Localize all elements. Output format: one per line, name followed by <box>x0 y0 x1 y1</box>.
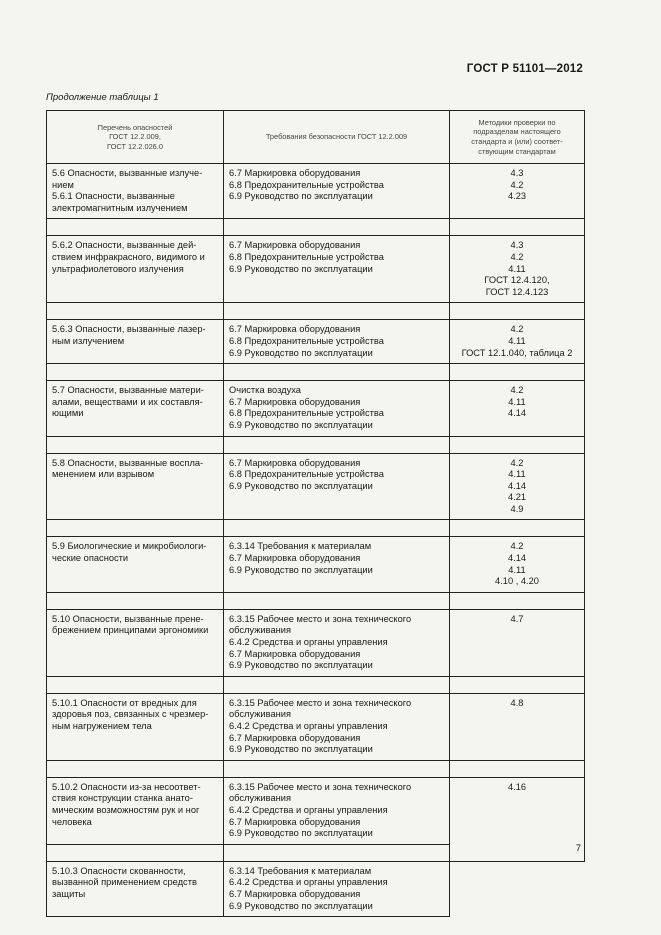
gap-cell <box>450 436 585 453</box>
text-line: 6.7 Маркировка оборудования <box>229 816 361 827</box>
text-line: 5.10.1 Опасности от вредных для <box>52 697 197 708</box>
gap-cell <box>450 303 585 320</box>
hazards-table <box>46 110 585 917</box>
hazard-cell <box>47 693 224 760</box>
gap-cell <box>450 219 585 236</box>
text-line: 5.6.2 Опасности, вызванные дей- <box>52 240 197 251</box>
text-line: Методики проверки по <box>478 117 556 127</box>
gap-cell <box>47 303 224 320</box>
text-line: здоровья поз, связанных с чрезмер- <box>52 709 209 720</box>
text-line: 4.2 <box>510 179 524 190</box>
text-line: электромагнитным излучением <box>52 202 188 213</box>
gap-cell <box>47 520 224 537</box>
gap-cell <box>450 520 585 537</box>
methods-cell <box>450 381 585 436</box>
text-line: 5.6.1 Опасности, вызванные <box>52 191 175 202</box>
text-line: 6.8 Предохранительные устройства <box>229 408 384 419</box>
requirements-cell <box>224 320 450 364</box>
gap-cell <box>450 364 585 381</box>
text-line: 4.11 <box>508 263 526 274</box>
table-row <box>47 609 585 676</box>
text-line: 5.10.2 Опасности из-за несоответ- <box>52 781 201 792</box>
text-line: 6.4.2 Средства и органы управления <box>229 637 388 648</box>
text-line: 4.14 <box>507 480 527 491</box>
row-gap <box>47 364 585 381</box>
text-line: 4.16 <box>507 781 527 792</box>
gap-cell <box>47 676 224 693</box>
requirements-cell <box>224 381 450 436</box>
text-line: 6.8 Предохранительные устройства <box>229 335 384 346</box>
hazard-cell <box>47 164 224 219</box>
gap-cell <box>224 303 450 320</box>
header-requirements <box>224 111 450 164</box>
gap-cell <box>224 844 450 861</box>
text-line: 4.7 <box>510 613 524 624</box>
text-line: 6.9 Руководство по эксплуатации <box>229 564 373 575</box>
requirements-cell <box>224 453 450 520</box>
text-line: вызванной применением средств <box>52 877 197 888</box>
text-line: 6.3.15 Рабочее место и зона технического <box>229 613 412 624</box>
text-line: 5.10 Опасности, вызванные прене- <box>52 613 204 624</box>
text-line: 6.9 Руководство по эксплуатации <box>229 744 373 755</box>
text-line: 6.7 Маркировка оборудования <box>229 240 361 251</box>
text-line: 6.9 Руководство по эксплуатации <box>229 191 373 202</box>
gap-cell <box>47 219 224 236</box>
text-line: 4.2 <box>510 324 524 335</box>
table-row <box>47 320 585 364</box>
text-line: стандарта и (или) соответ- <box>471 137 563 146</box>
standard-number: ГОСТ Р 51101—2012 <box>466 63 583 75</box>
text-line: 6.7 Маркировка оборудования <box>229 324 361 335</box>
text-line: подразделам настоящего <box>473 127 561 137</box>
row-gap <box>47 592 585 609</box>
gap-cell <box>224 520 450 537</box>
gap-cell <box>47 592 224 609</box>
text-line: нием <box>52 179 74 190</box>
methods-cell <box>450 320 585 364</box>
text-line: 6.3.15 Рабочее место и зона технического <box>229 697 412 708</box>
text-line: ческие опасности <box>52 553 129 564</box>
text-line: человека <box>52 816 92 827</box>
text-line: 4.2 <box>510 385 524 396</box>
text-line: менением или взрывом <box>52 469 155 480</box>
hazard-cell <box>47 861 224 916</box>
row-gap <box>47 436 585 453</box>
text-line: 6.9 Руководство по эксплуатации <box>229 828 373 839</box>
gap-cell <box>224 592 450 609</box>
text-line: брежением принципами эргономики <box>52 625 209 636</box>
text-line: 4.11 <box>508 335 526 346</box>
text-line: 6.7 Маркировка оборудования <box>229 732 361 743</box>
table-caption: Продолжение таблицы 1 <box>46 92 159 103</box>
text-line: обслуживания <box>229 709 291 720</box>
text-line: 6.4.2 Средства и органы управления <box>229 804 388 815</box>
text-line: 4.3 <box>510 168 524 178</box>
table-row <box>47 381 585 436</box>
text-line: защиты <box>52 888 86 899</box>
table-header-row <box>47 111 585 164</box>
row-gap <box>47 219 585 236</box>
requirements-cell <box>224 693 450 760</box>
row-gap <box>47 303 585 320</box>
text-line: 4.11 <box>508 564 526 575</box>
text-line: 6.9 Руководство по эксплуатации <box>229 347 373 358</box>
text-line: 6.4.2 Средства и органы управления <box>229 877 388 888</box>
text-line: ным нагружением тела <box>52 721 152 731</box>
text-line: ГОСТ 12.2.026.0 <box>107 141 163 151</box>
text-line: 6.9 Руководство по эксплуатации <box>229 419 373 430</box>
requirements-cell <box>224 861 450 916</box>
header-methods <box>450 111 585 164</box>
text-line: 6.3.15 Рабочее место и зона технического <box>229 781 412 792</box>
hazard-cell <box>47 320 224 364</box>
table-body <box>47 164 585 917</box>
hazard-cell <box>47 453 224 520</box>
row-gap <box>47 760 585 777</box>
text-line: 4.9 <box>510 503 524 514</box>
text-line: ным излучением <box>52 335 125 346</box>
text-line: 5.10.3 Опасности скованности, <box>52 865 186 876</box>
text-line: 6.3.14 Требования к материалам <box>229 865 372 876</box>
text-line: 5.9 Биологические и микробиологи- <box>52 541 207 552</box>
gap-cell <box>224 760 450 777</box>
gap-cell <box>224 364 450 381</box>
hazard-cell <box>47 777 224 844</box>
text-line: 6.7 Маркировка оборудования <box>229 648 361 659</box>
text-line: алами, веществами и их составля- <box>52 396 203 407</box>
text-line: 4.2 <box>510 541 524 552</box>
header-hazards <box>47 111 224 164</box>
text-line: 4.2 <box>510 457 524 468</box>
text-line: 5.7 Опасности, вызванные матери- <box>52 385 204 396</box>
gap-cell <box>47 436 224 453</box>
hazard-cell <box>47 236 224 303</box>
text-line: обслуживания <box>229 793 291 804</box>
gap-cell <box>450 760 585 777</box>
gap-cell <box>224 219 450 236</box>
gap-cell <box>47 844 224 861</box>
gap-cell <box>450 592 585 609</box>
text-line: 5.6 Опасности, вызванные излуче- <box>52 168 203 178</box>
text-line: Перечень опасностей <box>97 122 173 132</box>
methods-cell <box>450 236 585 303</box>
text-line: 6.7 Маркировка оборудования <box>229 553 361 564</box>
text-line: 4.14 <box>507 408 527 419</box>
page-number: 7 <box>575 843 581 854</box>
methods-cell <box>450 693 585 760</box>
requirements-cell <box>224 777 450 844</box>
methods-cell <box>450 537 585 592</box>
text-line: 4.2 <box>510 251 524 262</box>
methods-cell <box>450 609 585 676</box>
text-line: 5.8 Опасности, вызванные воспла- <box>52 457 204 468</box>
text-line: 6.3.14 Требования к материалам <box>229 541 372 552</box>
text-line: мическим возможностям рук и ног <box>52 804 200 815</box>
text-line: 4.23 <box>507 191 527 202</box>
text-line: 6.8 Предохранительные устройства <box>229 179 384 190</box>
gap-cell <box>47 760 224 777</box>
table-row <box>47 861 585 916</box>
table-row <box>47 537 585 592</box>
text-line: ГОСТ 12.4.123 <box>485 286 549 297</box>
requirements-cell <box>224 609 450 676</box>
text-line: 6.4.2 Средства и органы управления <box>229 721 388 731</box>
text-line: 4.10 , 4.20 <box>495 576 539 587</box>
text-line: 6.9 Руководство по эксплуатации <box>229 900 373 911</box>
gap-cell <box>47 364 224 381</box>
table-row <box>47 236 585 303</box>
text-line: 6.7 Маркировка оборудования <box>229 457 361 468</box>
requirements-cell <box>224 164 450 219</box>
text-line: 6.7 Маркировка оборудования <box>229 888 361 899</box>
text-line: Требования безопасности ГОСТ 12.2.009 <box>265 132 408 142</box>
table-row <box>47 693 585 760</box>
text-line: ГОСТ 12.1.040, таблица 2 <box>461 347 573 358</box>
table-row <box>47 777 585 844</box>
text-line: 4.14 <box>507 553 527 564</box>
text-line: 4.8 <box>510 697 524 708</box>
text-line: обслуживания <box>229 625 291 636</box>
gap-cell <box>224 676 450 693</box>
text-line: 4.21 <box>507 492 527 503</box>
text-line: 6.8 Предохранительные устройства <box>229 469 384 480</box>
gap-cell <box>224 436 450 453</box>
methods-cell <box>450 777 585 861</box>
text-line: ультрафиолетового излучения <box>52 263 184 274</box>
hazard-cell <box>47 381 224 436</box>
table-row <box>47 453 585 520</box>
text-line: 4.11 <box>508 396 526 407</box>
requirements-cell <box>224 537 450 592</box>
text-line: Очистка воздуха <box>229 385 301 396</box>
row-gap <box>47 520 585 537</box>
hazard-cell <box>47 537 224 592</box>
text-line: 6.7 Маркировка оборудования <box>229 396 361 407</box>
text-line: ГОСТ 12.4.120, <box>484 275 550 286</box>
text-line: ствия конструкции станка анато- <box>52 793 193 804</box>
text-line: 6.9 Руководство по эксплуатации <box>229 263 373 274</box>
text-line: 6.7 Маркировка оборудования <box>229 168 361 178</box>
text-line: 4.3 <box>510 240 524 251</box>
text-line: 6.9 Руководство по эксплуатации <box>229 660 373 671</box>
text-line: ствующим стандартам <box>478 146 556 156</box>
methods-cell <box>450 453 585 520</box>
row-gap <box>47 676 585 693</box>
hazard-cell <box>47 609 224 676</box>
text-line: 5.6.3 Опасности, вызванные лазер- <box>52 324 206 335</box>
text-line: 6.9 Руководство по эксплуатации <box>229 480 373 491</box>
requirements-cell <box>224 236 450 303</box>
table-row <box>47 164 585 219</box>
text-line: ющими <box>52 408 84 419</box>
methods-cell <box>450 164 585 219</box>
gap-cell <box>450 676 585 693</box>
text-line: ГОСТ 12.2.009, <box>109 132 161 142</box>
text-line: ствием инфракрасного, видимого и <box>52 251 205 262</box>
text-line: 4.11 <box>508 469 526 480</box>
text-line: 6.8 Предохранительные устройства <box>229 251 384 262</box>
